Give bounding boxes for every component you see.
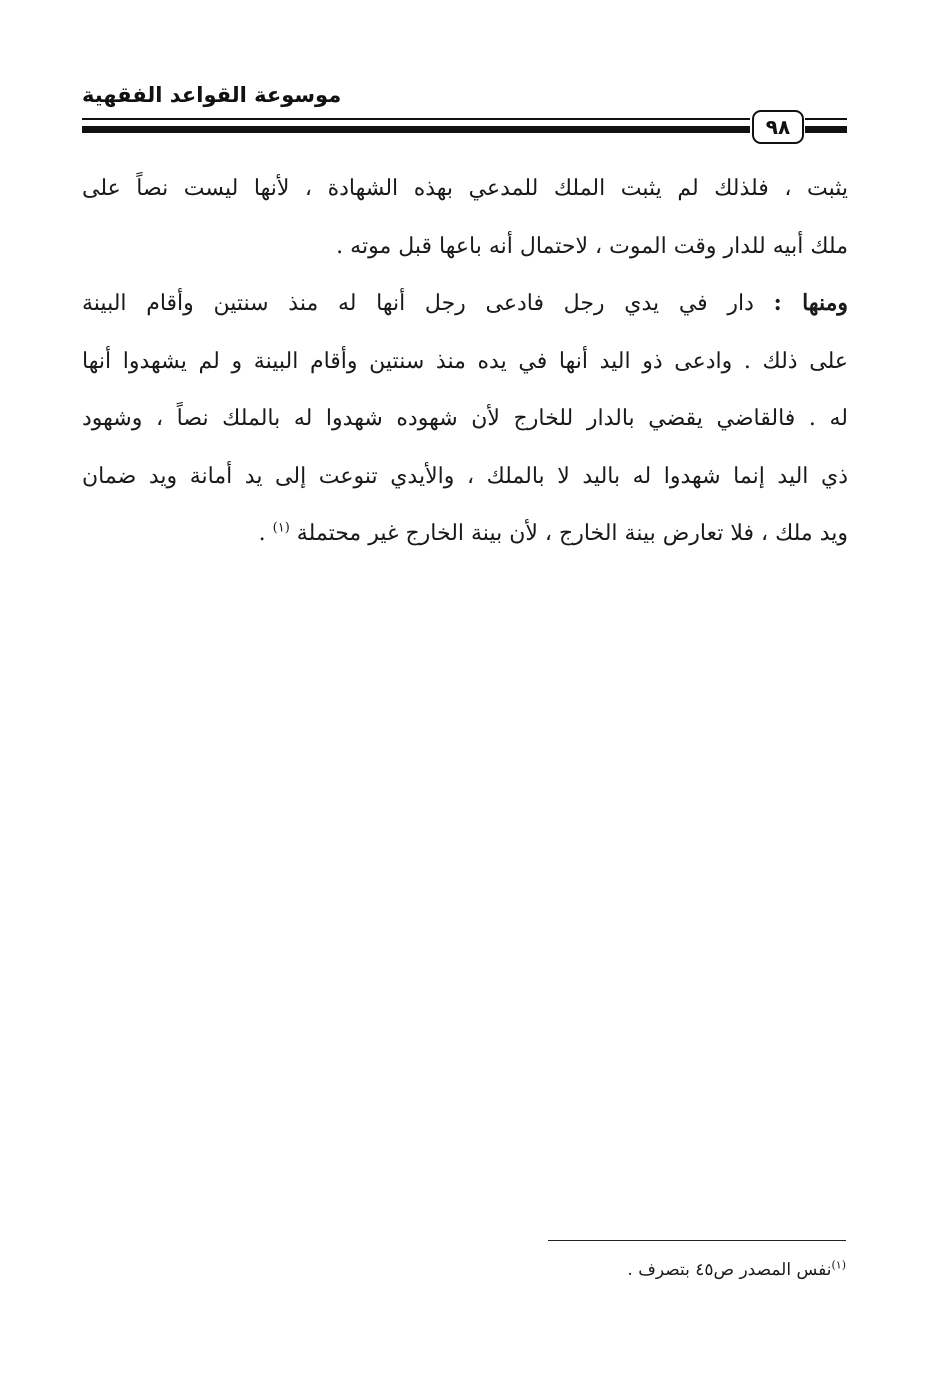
body-line-6: ذي اليد إنما شهدوا له باليد لا بالملك ، والأيدي تنوعت إلى يد أمانة ويد ضمان	[82, 463, 848, 489]
header-rule-thick	[82, 126, 750, 133]
final-period: .	[258, 521, 266, 546]
body-text	[82, 160, 848, 563]
footnote	[627, 1260, 846, 1280]
body-line-7	[82, 505, 848, 563]
footnote-reference: (١)	[272, 520, 290, 536]
footnote-marker: (١)	[831, 1258, 846, 1272]
header-rule-right-thick	[805, 126, 847, 133]
running-header-title: موسوعة القواعد الفقهية	[82, 83, 342, 107]
body-line-4: على ذلك . وادعى ذو اليد أنها في يده منذ سنتين وأقام البينة و لم يشهدوا أنها	[82, 348, 848, 374]
footnote-separator	[548, 1240, 846, 1241]
body-line-2: ملك أبيه للدار وقت الموت ، لاحتمال أنه باعها قبل موته .	[336, 233, 848, 259]
page-number: ٩٨	[752, 110, 804, 144]
header-rule-right-thin	[805, 118, 847, 120]
body-line-7-text: ويد ملك ، فلا تعارض بينة الخارج ، لأن بينة الخارج غير محتملة	[296, 521, 848, 546]
body-line-3	[82, 275, 848, 333]
header-rule-thin	[82, 118, 750, 120]
footnote-text: نفس المصدر ص٤٥ بتصرف .	[627, 1260, 832, 1280]
body-line-5: له . فالقاضي يقضي بالدار للخارج لأن شهوده شهدوا له بالملك نصاً ، وشهود	[82, 406, 848, 431]
body-line-3-text: دار في يدي رجل فادعى رجل أنها له منذ سنتين وأقام البينة	[82, 291, 754, 316]
paragraph-lead-word: ومنها :	[773, 290, 848, 316]
body-line-1: يثبت ، فلذلك لم يثبت الملك للمدعي بهذه الشهادة ، لأنها ليست نصاً على	[82, 176, 848, 201]
